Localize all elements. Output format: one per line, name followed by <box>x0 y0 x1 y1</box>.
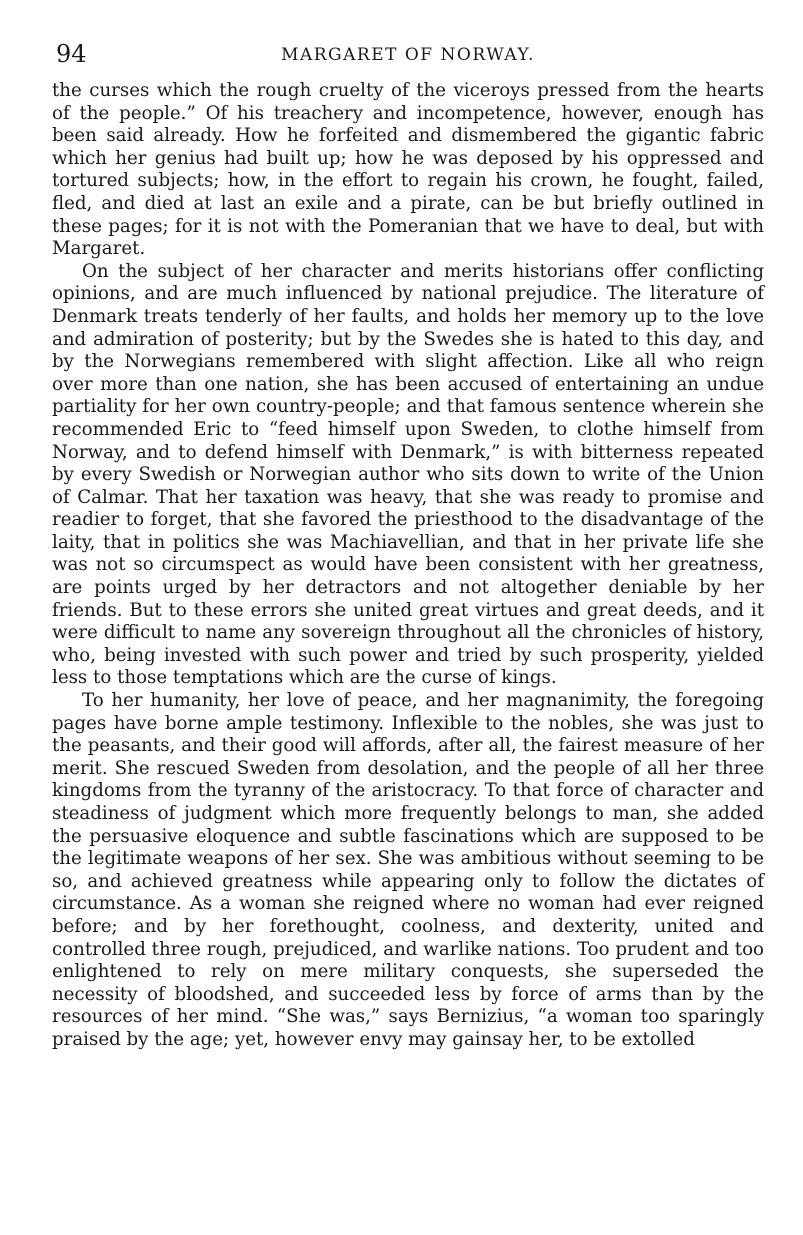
page-header <box>52 40 764 74</box>
running-head: MARGARET OF NORWAY. <box>281 45 535 65</box>
paragraph-1: the curses which the rough cruelty of the viceroys pressed from the hearts of the people.” Of his treachery and incompetence, however, enough has been said already. How he forfeited and dismembered the gigantic fabric which her genius had built up; how he was deposed by his oppressed and tortured subjects; how, in the effort to regain his crown, he fought, failed, fled, and died at last an exile and a pirate, can be but briefly outlined in these pages; for it is not with the Pomeranian that we have to deal, but with Margaret. <box>52 80 764 260</box>
paragraph-2: On the subject of her character and merits historians offer conflicting opinions, and are much influenced by national prejudice. The literature of Denmark treats tenderly of her faults, and holds her memory up to the love and admiration of posterity; but by the Swedes she is hated to this day, and by the Norwegians remembered with slight affection. Like all who reign over more than one nation, she has been accused of entertaining an undue partiality for her own country-people; and that famous sentence wherein she recommended Eric to “feed himself upon Sweden, to clothe himself from Norway, and to defend himself with Denmark,” is with bitterness repeated by every Swedish or Norwegian author who sits down to write of the Union of Calmar. That her taxation was heavy, that she was ready to promise and readier to forget, that she favored the priesthood to the disadvantage of the laity, that in politics she was Machiavellian, and that in her private life she was not so circumspect as would have been consistent with her greatness, are points urged by her detractors and not altogether deniable by her friends. But to these errors she united great virtues and great deeds, and it were difficult to name any sovereign throughout all the chronicles of history, who, being invested with such power and tried by such prosperity, yielded less to those temptations which are the curse of kings. <box>52 260 764 689</box>
paragraph-3: To her humanity, her love of peace, and her magnanimity, the foregoing pages have borne ample testimony. Inflexible to the nobles, she was just to the peasants, and their good will affords, after all, the fairest measure of her merit. She rescued Sweden from desolation, and the people of all her three kingdoms from the tyranny of the aristocracy. To that force of character and steadiness of judgment which more frequently belongs to man, she added the persuasive eloquence and subtle fascinations which are supposed to be the legitimate weapons of her sex. She was ambitious without seeming to be so, and achieved greatness while appearing only to follow the dictates of circumstance. As a woman she reigned where no woman had ever reigned before; and by her forethought, coolness, and dexterity, united and controlled three rough, prejudiced, and warlike nations. Too prudent and too enlightened to rely on mere military conquests, she superseded the necessity of bloodshed, and succeeded less by force of arms than by the resources of her mind. “She was,” says Bernizius, “a woman too sparingly praised by the age; yet, however envy may gainsay her, to be extolled <box>52 690 764 1050</box>
page-number: 94 <box>56 40 87 68</box>
body-text <box>52 80 764 1052</box>
book-page <box>52 40 764 1052</box>
